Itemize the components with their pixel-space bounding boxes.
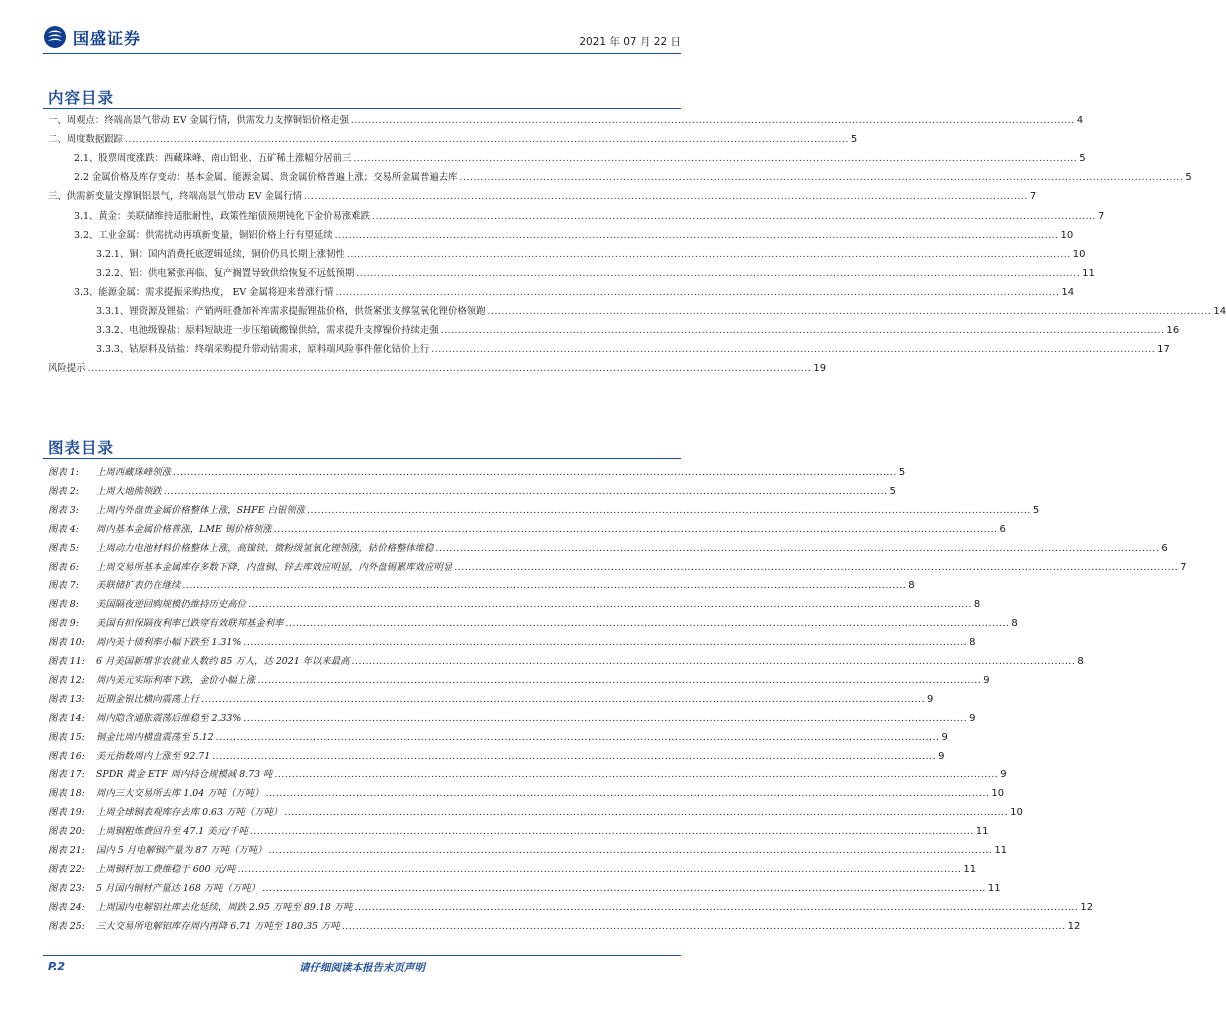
figure-entry[interactable] bbox=[48, 861, 977, 879]
toc-title: 内容目录 bbox=[48, 89, 115, 107]
toc-entry[interactable] bbox=[48, 150, 1086, 168]
figure-entry-label: 上周全球铜表观库存去库 0.63 万吨（万吨） bbox=[96, 807, 283, 819]
toc-entry-page: 14 bbox=[1061, 287, 1075, 298]
figure-entry-number: 图表 5: bbox=[48, 542, 79, 554]
toc-entry-label: 三、供需新变量支撑铜铝景气，终端高景气带动 EV 金属行情 bbox=[48, 191, 302, 202]
toc-entry-page: 17 bbox=[1157, 344, 1170, 355]
figure-entry-page: 12 bbox=[1067, 920, 1081, 932]
figure-entry[interactable] bbox=[48, 615, 1018, 633]
dot-leader bbox=[243, 713, 967, 724]
toc-entry[interactable] bbox=[48, 131, 858, 149]
dot-leader bbox=[212, 751, 936, 762]
figure-entry[interactable] bbox=[48, 766, 1007, 784]
figure-entry[interactable] bbox=[48, 748, 945, 766]
toc-entry-page: 7 bbox=[1098, 211, 1105, 222]
figure-entry-number: 图表 14: bbox=[48, 712, 85, 724]
toc-entry-label: 3.2、工业金属：供需扰动再填新变量，铜铝价格上行有望延续 bbox=[74, 230, 333, 241]
table-of-contents bbox=[48, 112, 1226, 382]
dot-leader bbox=[441, 325, 1165, 336]
figure-entry-page: 10 bbox=[1010, 807, 1023, 819]
figure-entry-page: 8 bbox=[969, 637, 976, 649]
figure-entry[interactable] bbox=[48, 823, 989, 841]
dot-leader bbox=[431, 344, 1155, 355]
figure-entry-label: 上周铜粗炼费回升至 47.1 美元/千吨 bbox=[96, 826, 248, 838]
toc-entry[interactable] bbox=[48, 360, 827, 378]
figure-entry-number: 图表 17: bbox=[48, 769, 85, 781]
toc-entry[interactable] bbox=[48, 188, 1037, 206]
toc-entry-label: 3.3.3、钴原料及钴盐：终端采购提升带动钴需求，原料端风险事件催化钴价上行 bbox=[96, 344, 430, 355]
dot-leader bbox=[372, 211, 1096, 222]
figure-entry[interactable] bbox=[48, 785, 1005, 803]
figure-entry-page: 9 bbox=[969, 712, 976, 724]
figure-entry-page: 9 bbox=[927, 693, 934, 705]
dot-leader bbox=[88, 363, 812, 374]
dot-leader bbox=[355, 902, 1079, 913]
toc-entry-page: 10 bbox=[1072, 249, 1086, 260]
dot-leader bbox=[274, 524, 998, 535]
dot-leader bbox=[164, 486, 888, 497]
figure-entry-number: 图表 9: bbox=[48, 618, 79, 630]
figure-entry-number: 图表 10: bbox=[48, 637, 85, 649]
figure-entry-label: 三大交易所电解铝库存周内再降 6.71 万吨至 180.35 万吨 bbox=[96, 920, 340, 932]
figure-entry[interactable] bbox=[48, 729, 948, 747]
page-header bbox=[0, 0, 724, 58]
toc-entry[interactable] bbox=[48, 112, 1084, 130]
toc-entry[interactable] bbox=[48, 246, 1086, 264]
figure-entry-label: 近期金银比横向震荡上行 bbox=[96, 693, 200, 705]
dot-leader bbox=[307, 505, 1031, 516]
figure-entry[interactable] bbox=[48, 804, 1023, 822]
dot-leader bbox=[487, 306, 1211, 317]
dot-leader bbox=[336, 287, 1060, 298]
figure-entry[interactable] bbox=[48, 880, 1001, 898]
figure-entry-number: 图表 11: bbox=[48, 656, 85, 667]
figure-entry-number: 图表 3: bbox=[48, 504, 79, 516]
figure-entry-number: 图表 23: bbox=[48, 882, 85, 894]
figure-entry-label: 上周内外盘贵金属价格整体上涨，SHFE 白银领涨 bbox=[96, 504, 306, 516]
figure-entry-number: 图表 4: bbox=[48, 523, 79, 535]
dot-leader bbox=[436, 543, 1160, 554]
footer-divider bbox=[43, 955, 681, 956]
report-date: 2021 年 07 月 22 日 bbox=[579, 36, 681, 48]
figure-entry[interactable] bbox=[48, 710, 976, 728]
dot-leader bbox=[454, 562, 1178, 573]
toc-entry[interactable] bbox=[48, 208, 1105, 226]
toc-entry[interactable] bbox=[48, 284, 1075, 302]
dot-leader bbox=[216, 732, 940, 743]
figure-entry-number: 图表 19: bbox=[48, 807, 85, 819]
dot-leader bbox=[460, 172, 1184, 183]
figure-entry-number: 图表 18: bbox=[48, 788, 85, 800]
figure-entry-number: 图表 15: bbox=[48, 731, 85, 743]
figure-entry-label: SPDR 黄金 ETF 周内持仓规模减 8.73 吨 bbox=[96, 769, 273, 781]
figure-entry[interactable] bbox=[48, 672, 990, 690]
figure-entry-page: 11 bbox=[963, 863, 977, 875]
figure-entry-number: 图表 21: bbox=[48, 845, 85, 856]
figure-entry[interactable] bbox=[48, 596, 981, 614]
toc-entry-page: 5 bbox=[1185, 172, 1192, 183]
dot-leader bbox=[250, 826, 974, 837]
toc-entry-page: 7 bbox=[1029, 191, 1037, 202]
toc-entry-page: 19 bbox=[813, 363, 827, 374]
figure-entry-number: 图表 2: bbox=[48, 485, 79, 497]
dot-leader bbox=[304, 191, 1028, 202]
figure-entry-label: 美国有担保隔夜利率已跌穿有效联邦基金利率 bbox=[96, 618, 284, 630]
toc-divider bbox=[43, 108, 681, 109]
figure-entry-page: 7 bbox=[1180, 561, 1187, 573]
figure-entry[interactable] bbox=[48, 634, 976, 652]
toc-entry-page: 5 bbox=[850, 134, 858, 145]
dot-leader bbox=[238, 864, 962, 875]
figure-entry-label: 上周动力电池材料价格整体上涨，高镍铁、微粉级氢氧化锂领涨，钴价格整体维稳 bbox=[96, 542, 434, 554]
figure-entry-page: 8 bbox=[1077, 656, 1084, 667]
figure-entry-page: 11 bbox=[987, 882, 1001, 894]
toc-entry-page: 5 bbox=[1079, 153, 1086, 164]
dot-leader bbox=[265, 788, 989, 799]
page-number: P.2 bbox=[48, 960, 66, 973]
dot-leader bbox=[335, 230, 1059, 241]
figure-entry-page: 9 bbox=[941, 731, 948, 743]
toc-entry-page: 4 bbox=[1076, 115, 1084, 126]
figure-entry-number: 图表 25: bbox=[48, 920, 85, 932]
dot-leader bbox=[353, 153, 1077, 164]
figure-entry-page: 8 bbox=[1011, 618, 1018, 630]
figure-entry-label: 周内三大交易所去库 1.04 万吨（万吨） bbox=[96, 788, 264, 800]
toc-entry[interactable] bbox=[48, 227, 1074, 245]
figure-entry-label: 周内隐含通胀震荡后维稳至 2.33% bbox=[96, 712, 242, 724]
figure-entry-label: 5 月国内铜材产量达 168 万吨（万吨） bbox=[96, 882, 261, 894]
disclaimer-note: 请仔细阅读本报告末页声明 bbox=[299, 962, 425, 974]
figure-entry-page: 5 bbox=[898, 467, 906, 478]
toc-entry-label: 3.2.1、铜：国内消费托底逻辑延续，铜价仍具长期上涨韧性 bbox=[96, 249, 345, 260]
dot-leader bbox=[201, 694, 925, 705]
figure-entry[interactable] bbox=[48, 502, 1040, 520]
dot-leader bbox=[351, 115, 1075, 126]
figure-entry[interactable] bbox=[48, 577, 915, 595]
toc-entry-label: 3.3.2、电池级镍盐：原料短缺进一步压缩硫酸镍供给，需求提升支撑镍价持续走强 bbox=[96, 325, 439, 336]
figure-entry[interactable] bbox=[48, 899, 1094, 917]
header-divider bbox=[43, 53, 681, 54]
figure-entry-number: 图表 8: bbox=[48, 599, 79, 611]
figure-entry-label: 美国隔夜逆回购规模仍维持历史高位 bbox=[96, 599, 247, 611]
figure-entry-number: 图表 13: bbox=[48, 693, 85, 705]
figure-entry-label: 6 月美国新增非农就业人数约 85 万人，达 2021 年以来最高 bbox=[96, 656, 350, 667]
toc-entry-page: 16 bbox=[1166, 325, 1180, 336]
logo-text: 国盛证券 bbox=[73, 28, 142, 48]
dot-leader bbox=[274, 769, 998, 780]
figure-entry-number: 图表 1: bbox=[48, 467, 79, 478]
toc-entry[interactable] bbox=[48, 265, 1095, 283]
figure-entry-label: 国内 5 月电解铜产量为 87 万吨（万吨） bbox=[96, 845, 267, 856]
toc-entry-label: 二、周度数据跟踪 bbox=[48, 134, 124, 145]
toc-entry-label: 3.2.2、铝：供电紧张再临、复产搁置导致供给恢复不远低预期 bbox=[96, 268, 355, 279]
toc-entry[interactable] bbox=[48, 322, 1180, 340]
figure-entry-label: 上周交易所基本金属库存多数下降，内盘铜、锌去库效应明显，内外盘锡累库效应明显 bbox=[96, 561, 453, 573]
figures-title: 图表目录 bbox=[48, 439, 115, 457]
dot-leader bbox=[284, 807, 1008, 818]
dot-leader bbox=[248, 599, 972, 610]
figure-entry-number: 图表 7: bbox=[48, 580, 79, 592]
figure-entry-label: 上周大地熊领跌 bbox=[96, 485, 162, 497]
toc-entry-label: 3.3、能源金属：需求提振采购热度， EV 金属将迎来普涨行情 bbox=[74, 287, 334, 298]
dot-leader bbox=[125, 134, 849, 145]
figure-entry-label: 周内基本金属价格普涨，LME 锡价格领涨 bbox=[96, 523, 272, 535]
figure-entry-page: 11 bbox=[975, 826, 989, 838]
toc-entry[interactable] bbox=[48, 303, 1226, 321]
dot-leader bbox=[243, 637, 967, 648]
figure-entry[interactable] bbox=[48, 483, 896, 501]
toc-entry-page: 11 bbox=[1082, 268, 1095, 279]
toc-entry[interactable] bbox=[48, 169, 1192, 187]
dot-leader bbox=[342, 921, 1066, 932]
dot-leader bbox=[262, 883, 986, 894]
logo-mark-icon bbox=[43, 25, 67, 49]
figure-entry-page: 9 bbox=[938, 750, 945, 762]
figure-entry-page: 10 bbox=[991, 788, 1005, 800]
figure-entry[interactable] bbox=[48, 653, 1084, 671]
figure-entry-label: 美联储扩表仍在继续 bbox=[96, 580, 181, 592]
figure-entry[interactable] bbox=[48, 521, 1006, 539]
figure-entry-number: 图表 24: bbox=[48, 901, 85, 913]
figure-entry[interactable] bbox=[48, 691, 934, 709]
figure-entry-page: 11 bbox=[994, 845, 1008, 856]
dot-leader bbox=[352, 656, 1076, 667]
dot-leader bbox=[286, 618, 1010, 629]
toc-entry-label: 3.1、黄金：美联储维持适胀耐性，政策性缩债预期钝化下金价易涨难跌 bbox=[74, 211, 371, 222]
company-logo bbox=[43, 24, 141, 50]
figure-entry-number: 图表 12: bbox=[48, 674, 85, 686]
toc-entry-page: 14 bbox=[1213, 306, 1226, 317]
figure-entry-label: 美元指数周内上涨至 92.71 bbox=[96, 750, 211, 762]
figure-entry-page: 8 bbox=[908, 580, 915, 592]
figure-entry[interactable] bbox=[48, 540, 1168, 558]
figure-entry-label: 铜金比周内横盘震荡至 5.12 bbox=[96, 731, 214, 743]
toc-entry[interactable] bbox=[48, 341, 1170, 359]
figure-entry-page: 6 bbox=[999, 523, 1006, 535]
figure-entry-page: 9 bbox=[1000, 769, 1007, 781]
figure-entry-number: 图表 20: bbox=[48, 826, 85, 838]
dot-leader bbox=[257, 675, 981, 686]
figure-entry-label: 上周国内电解铝社库去化延续，周跌 2.95 万吨至 89.18 万吨 bbox=[96, 901, 353, 913]
figure-entry-number: 图表 16: bbox=[48, 750, 85, 762]
figure-entry-page: 5 bbox=[1032, 504, 1040, 516]
figure-entry-page: 12 bbox=[1080, 901, 1094, 913]
figure-entry-page: 5 bbox=[889, 485, 896, 497]
figure-entry-page: 9 bbox=[983, 674, 990, 686]
figure-entry[interactable] bbox=[48, 842, 1008, 860]
figure-entry[interactable] bbox=[48, 464, 906, 482]
dot-leader bbox=[182, 580, 906, 591]
figure-entry-label: 周内美十债利率小幅下跌至 1.31% bbox=[96, 637, 242, 649]
dot-leader bbox=[356, 268, 1080, 279]
toc-entry-label: 风险提示 bbox=[48, 363, 86, 374]
figure-entry[interactable] bbox=[48, 918, 1081, 936]
figure-entry-label: 上周铜杆加工费维稳于 600 元/吨 bbox=[96, 863, 236, 875]
figure-entry[interactable] bbox=[48, 559, 1187, 577]
figure-entry-number: 图表 6: bbox=[48, 561, 79, 573]
figure-entry-page: 8 bbox=[973, 599, 981, 611]
figure-entry-page: 6 bbox=[1161, 542, 1168, 554]
toc-entry-label: 2.2 金属价格及库存变动：基本金属、能源金属、贵金属价格普遍上涨；交易所金属普遍去库 bbox=[74, 172, 458, 183]
dot-leader bbox=[173, 467, 897, 478]
figure-entry-label: 周内美元实际利率下跌，金价小幅上涨 bbox=[96, 674, 256, 686]
figure-list bbox=[48, 464, 1187, 944]
toc-entry-label: 2.1、股票周度涨跌：西藏珠峰、南山铝业、五矿稀土涨幅分居前三 bbox=[74, 153, 352, 164]
figure-entry-label: 上周西藏珠峰领涨 bbox=[96, 467, 172, 478]
toc-entry-page: 10 bbox=[1060, 230, 1074, 241]
figure-entry-number: 图表 22: bbox=[48, 863, 85, 875]
dot-leader bbox=[268, 845, 992, 856]
dot-leader bbox=[347, 249, 1071, 260]
toc-entry-label: 3.3.1、锂资源及锂盐：产销两旺叠加补库需求提振锂盐价格，供货紧张支撑氢氧化锂价格领跑 bbox=[96, 306, 486, 317]
figures-divider bbox=[43, 458, 681, 459]
toc-entry-label: 一、周观点：终端高景气带动 EV 金属行情，供需发力支撑铜铝价格走强 bbox=[48, 115, 349, 126]
